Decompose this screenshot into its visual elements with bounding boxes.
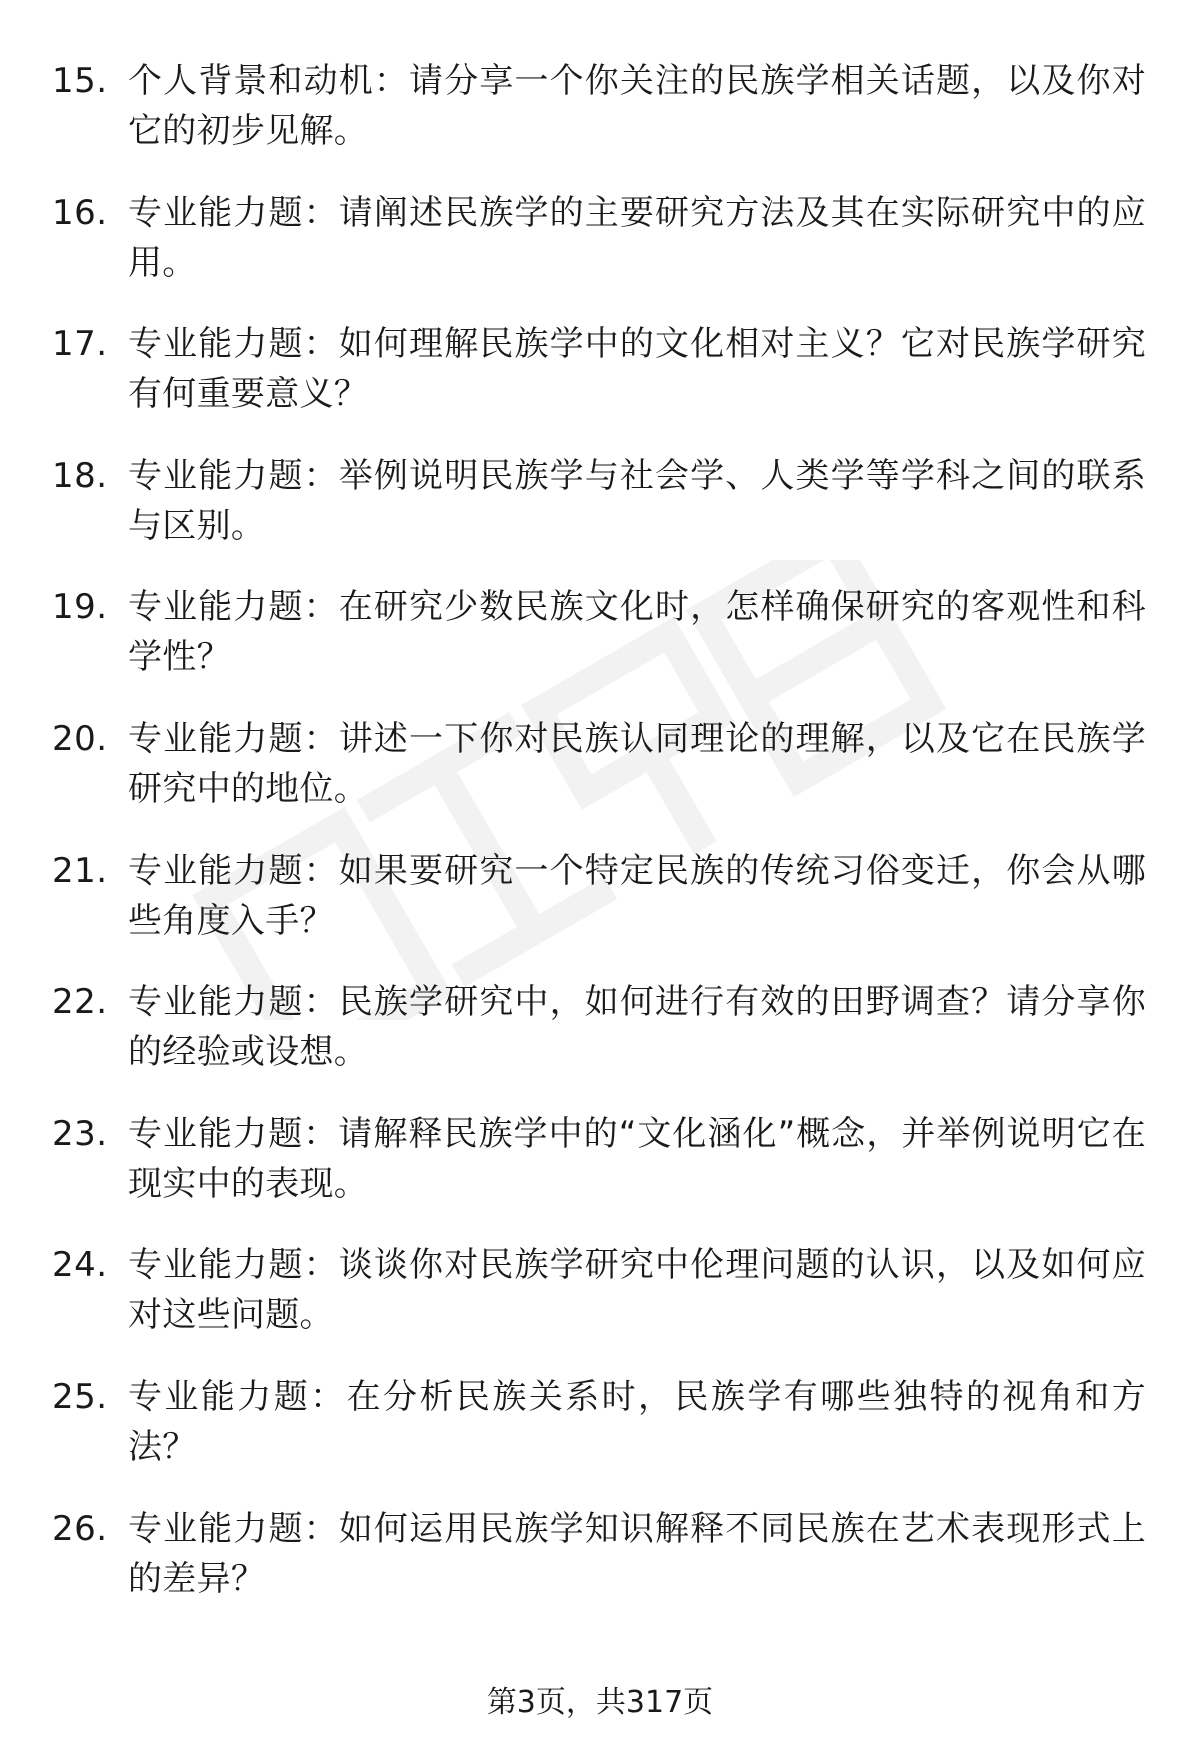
question-item — [52, 451, 1152, 583]
question-text: 专业能力题：讲述一下你对民族认同理论的理解，以及它在民族学研究中的地位。 — [128, 718, 1146, 809]
question-text: 专业能力题：谈谈你对民族学研究中伦理问题的认识，以及如何应对这些问题。 — [128, 1245, 1146, 1336]
question-item — [52, 1504, 1152, 1636]
question-text: 专业能力题：在研究少数民族文化时，怎样确保研究的客观性和科学性？ — [128, 587, 1146, 678]
question-number: 16. — [52, 192, 108, 233]
question-text: 个人背景和动机：请分享一个你关注的民族学相关话题，以及你对它的初步见解。 — [128, 61, 1146, 151]
question-number: 25. — [52, 1376, 108, 1417]
question-number: 21. — [52, 850, 108, 891]
page-number-footer: 第3页，共317页 — [486, 1685, 714, 1720]
question-item — [52, 714, 1152, 846]
question-text: 专业能力题：如果要研究一个特定民族的传统习俗变迁，你会从哪些角度入手？ — [128, 850, 1146, 941]
question-text: 专业能力题：请解释民族学中的“文化涵化”概念，并举例说明它在现实中的表现。 — [128, 1113, 1146, 1204]
question-text: 专业能力题：举例说明民族学与社会学、人类学等学科之间的联系与区别。 — [128, 455, 1146, 546]
question-text: 专业能力题：民族学研究中，如何进行有效的田野调查？请分享你的经验或设想。 — [128, 982, 1146, 1073]
question-number: 26. — [52, 1508, 108, 1549]
question-text: 专业能力题：如何理解民族学中的文化相对主义？它对民族学研究有何重要意义？ — [128, 324, 1146, 415]
question-text: 专业能力题：请阐述民族学的主要研究方法及其在实际研究中的应用。 — [128, 192, 1146, 283]
question-item — [52, 1109, 1152, 1241]
question-number: 18. — [52, 455, 108, 496]
question-text: 专业能力题：在分析民族关系时，民族学有哪些独特的视角和方法？ — [128, 1376, 1146, 1467]
question-item — [52, 1372, 1152, 1504]
question-number: 17. — [52, 324, 108, 365]
question-number: 20. — [52, 718, 108, 759]
question-item — [52, 977, 1152, 1109]
question-item — [52, 582, 1152, 714]
question-text: 专业能力题：如何运用民族学知识解释不同民族在艺术表现形式上的差异？ — [128, 1508, 1146, 1599]
question-number: 19. — [52, 587, 108, 628]
question-item — [52, 1240, 1152, 1372]
question-number: 22. — [52, 982, 108, 1023]
question-item — [52, 188, 1152, 320]
question-number: 15. — [52, 61, 108, 101]
question-number: 23. — [52, 1113, 108, 1154]
question-number: 24. — [52, 1245, 108, 1286]
question-list — [52, 56, 1152, 1635]
question-item — [52, 56, 1152, 188]
question-item — [52, 846, 1152, 978]
question-item — [52, 319, 1152, 451]
